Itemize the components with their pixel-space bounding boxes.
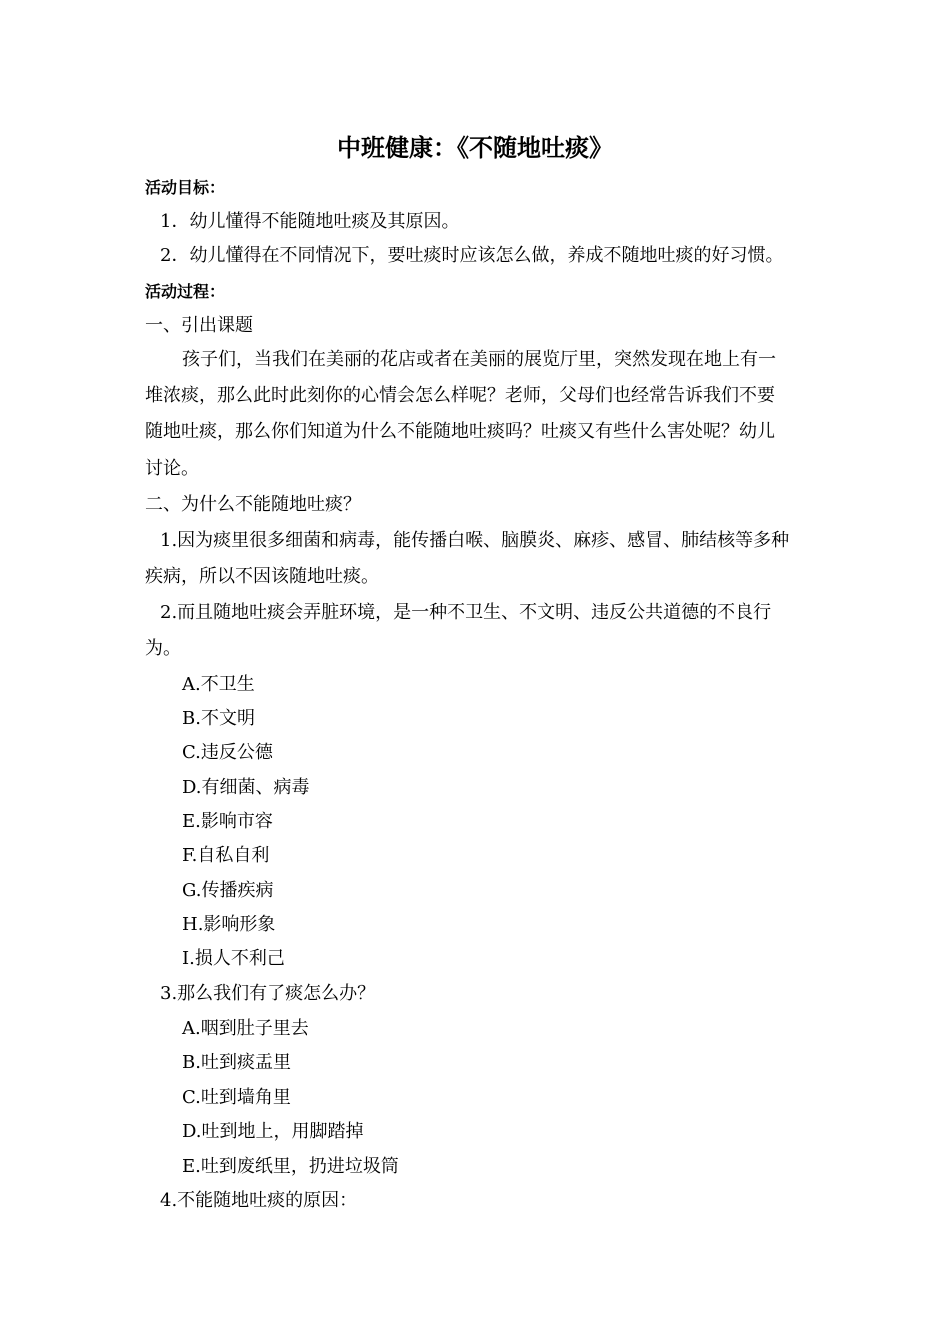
option-item: C.吐到墙角里 bbox=[182, 1087, 291, 1108]
option-item: B.吐到痰盂里 bbox=[182, 1052, 291, 1073]
option-item: H.影响形象 bbox=[182, 914, 276, 935]
option-item: D.有细菌、病毒 bbox=[182, 777, 310, 798]
option-item: I.损人不利己 bbox=[182, 948, 285, 969]
section2-p2-line: 2.而且随地吐痰会弄脏环境，是一种不卫生、不文明、违反公共道德的不良行 bbox=[160, 602, 772, 623]
option-item: E.影响市容 bbox=[182, 811, 273, 832]
section2-heading: 二、为什么不能随地吐痰？ bbox=[145, 494, 361, 515]
section2-p2-line: 为。 bbox=[145, 638, 181, 659]
section1-heading: 一、引出课题 bbox=[145, 315, 253, 336]
section1-paragraph-line: 讨论。 bbox=[145, 458, 199, 479]
option-item: A.咽到肚子里去 bbox=[182, 1018, 309, 1039]
section2-p1-line: 疾病，所以不因该随地吐痰。 bbox=[145, 566, 379, 587]
page-title: 中班健康：《不随地吐痰》 bbox=[337, 134, 613, 162]
section2-p1-line: 1.因为痰里很多细菌和病毒，能传播白喉、脑膜炎、麻疹、感冒、肺结核等多种 bbox=[160, 530, 790, 551]
option-item: D.吐到地上，用脚踏掉 bbox=[182, 1121, 364, 1142]
question-3: 3.那么我们有了痰怎么办？ bbox=[160, 983, 376, 1004]
section1-paragraph-line: 孩子们，当我们在美丽的花店或者在美丽的展览厅里，突然发现在地上有一 bbox=[182, 349, 776, 370]
option-item: E.吐到废纸里，扔进垃圾筒 bbox=[182, 1156, 399, 1177]
option-item: C.违反公德 bbox=[182, 742, 273, 763]
option-item: G.传播疾病 bbox=[182, 880, 274, 901]
goal-item-1: 1．幼儿懂得不能随地吐痰及其原因。 bbox=[160, 211, 460, 232]
option-item: B.不文明 bbox=[182, 708, 255, 729]
option-item: A.不卫生 bbox=[182, 674, 255, 695]
goals-heading: 活动目标： bbox=[145, 178, 226, 197]
option-item: F.自私自利 bbox=[182, 845, 270, 866]
section1-paragraph-line: 堆浓痰，那么此时此刻你的心情会怎么样呢？老师，父母们也经常告诉我们不要 bbox=[145, 385, 775, 406]
goal-item-2: 2．幼儿懂得在不同情况下，要吐痰时应该怎么做，养成不随地吐痰的好习惯。 bbox=[160, 245, 784, 266]
question-4: 4.不能随地吐痰的原因： bbox=[160, 1190, 358, 1211]
process-heading: 活动过程： bbox=[145, 282, 226, 301]
section1-paragraph-line: 随地吐痰，那么你们知道为什么不能随地吐痰吗？吐痰又有些什么害处呢？幼儿 bbox=[145, 421, 775, 442]
